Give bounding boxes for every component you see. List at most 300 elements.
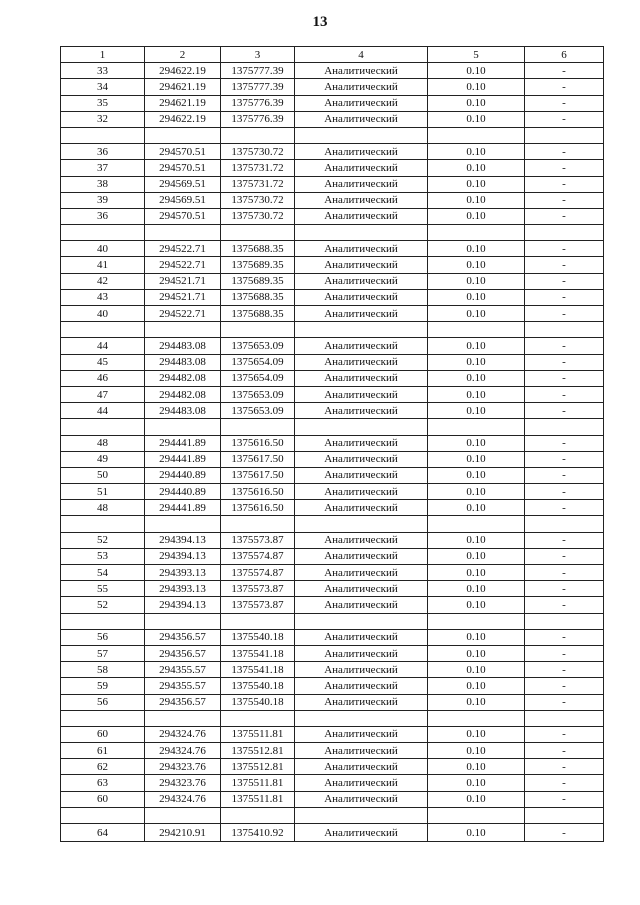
table-cell-col-5: 0.10 (428, 289, 525, 305)
table-cell-col-4: Аналитический (295, 726, 428, 742)
spacer-row (61, 613, 604, 629)
empty-cell (145, 419, 221, 435)
table-cell-col-1: 63 (61, 775, 145, 791)
table-cell-col-1: 45 (61, 354, 145, 370)
spacer-row (61, 710, 604, 726)
table-cell-col-3: 1375776.39 (221, 95, 295, 111)
table-cell-col-1: 61 (61, 743, 145, 759)
spacer-row (61, 419, 604, 435)
table-row (61, 759, 604, 775)
table-row (61, 645, 604, 661)
table-cell-col-2: 294356.57 (145, 629, 221, 645)
table-cell-col-3: 1375541.18 (221, 662, 295, 678)
table-row (61, 581, 604, 597)
table-cell-col-1: 60 (61, 791, 145, 807)
table-cell-col-1: 47 (61, 386, 145, 402)
table-cell-col-3: 1375574.87 (221, 548, 295, 564)
table-cell-col-5: 0.10 (428, 694, 525, 710)
table-cell-col-2: 294324.76 (145, 743, 221, 759)
empty-cell (428, 613, 525, 629)
table-cell-col-3: 1375616.50 (221, 500, 295, 516)
table-cell-col-1: 53 (61, 548, 145, 564)
table-cell-col-1: 52 (61, 597, 145, 613)
table-cell-col-1: 42 (61, 273, 145, 289)
table-cell-col-6: - (525, 273, 604, 289)
table-cell-col-3: 1375653.09 (221, 386, 295, 402)
table-row (61, 208, 604, 224)
table-cell-col-1: 37 (61, 160, 145, 176)
table-cell-col-6: - (525, 79, 604, 95)
table-row (61, 597, 604, 613)
header-row (61, 47, 604, 63)
table-cell-col-2: 294441.89 (145, 500, 221, 516)
table-cell-col-3: 1375511.81 (221, 775, 295, 791)
column-header-2: 2 (145, 47, 221, 63)
table-cell-col-6: - (525, 160, 604, 176)
table-cell-col-1: 39 (61, 192, 145, 208)
table-row (61, 370, 604, 386)
empty-cell (221, 419, 295, 435)
table-cell-col-2: 294522.71 (145, 257, 221, 273)
table-cell-col-5: 0.10 (428, 386, 525, 402)
table-cell-col-4: Аналитический (295, 338, 428, 354)
empty-cell (61, 710, 145, 726)
table-cell-col-4: Аналитический (295, 759, 428, 775)
table-cell-col-6: - (525, 678, 604, 694)
table-cell-col-4: Аналитический (295, 791, 428, 807)
table-cell-col-2: 294570.51 (145, 144, 221, 160)
table-cell-col-4: Аналитический (295, 548, 428, 564)
table-cell-col-3: 1375653.09 (221, 403, 295, 419)
table-cell-col-2: 294210.91 (145, 824, 221, 842)
table-cell-col-5: 0.10 (428, 192, 525, 208)
table-cell-col-3: 1375730.72 (221, 192, 295, 208)
table-cell-col-6: - (525, 581, 604, 597)
table-cell-col-3: 1375688.35 (221, 241, 295, 257)
empty-cell (428, 516, 525, 532)
table-cell-col-3: 1375540.18 (221, 694, 295, 710)
table-cell-col-6: - (525, 532, 604, 548)
table-cell-col-1: 32 (61, 111, 145, 127)
table-cell-col-1: 40 (61, 306, 145, 322)
table-cell-col-1: 36 (61, 144, 145, 160)
table-cell-col-6: - (525, 791, 604, 807)
table-cell-col-1: 44 (61, 338, 145, 354)
table-cell-col-4: Аналитический (295, 500, 428, 516)
table-row (61, 678, 604, 694)
table-row (61, 500, 604, 516)
table-cell-col-4: Аналитический (295, 289, 428, 305)
table-cell-col-4: Аналитический (295, 63, 428, 79)
table-cell-col-6: - (525, 370, 604, 386)
table-cell-col-1: 50 (61, 467, 145, 483)
empty-cell (295, 322, 428, 338)
empty-cell (61, 419, 145, 435)
table-cell-col-5: 0.10 (428, 775, 525, 791)
table-cell-col-3: 1375731.72 (221, 176, 295, 192)
table-cell-col-1: 58 (61, 662, 145, 678)
table-cell-col-1: 52 (61, 532, 145, 548)
table-cell-col-4: Аналитический (295, 743, 428, 759)
table-cell-col-5: 0.10 (428, 645, 525, 661)
spacer-row (61, 516, 604, 532)
table-cell-col-1: 46 (61, 370, 145, 386)
table-cell-col-6: - (525, 338, 604, 354)
empty-cell (525, 710, 604, 726)
table-cell-col-3: 1375730.72 (221, 144, 295, 160)
table-row (61, 176, 604, 192)
table-row (61, 565, 604, 581)
table-cell-col-4: Аналитический (295, 95, 428, 111)
table-cell-col-5: 0.10 (428, 241, 525, 257)
table-cell-col-6: - (525, 306, 604, 322)
empty-cell (145, 710, 221, 726)
table-cell-col-5: 0.10 (428, 160, 525, 176)
table-cell-col-4: Аналитический (295, 629, 428, 645)
table-cell-col-1: 41 (61, 257, 145, 273)
table-cell-col-3: 1375573.87 (221, 597, 295, 613)
table-cell-col-4: Аналитический (295, 581, 428, 597)
table-cell-col-4: Аналитический (295, 484, 428, 500)
empty-cell (295, 613, 428, 629)
table-cell-col-5: 0.10 (428, 824, 525, 842)
table-cell-col-1: 40 (61, 241, 145, 257)
table-cell-col-3: 1375574.87 (221, 565, 295, 581)
table-cell-col-4: Аналитический (295, 775, 428, 791)
empty-cell (221, 807, 295, 823)
table-cell-col-2: 294356.57 (145, 694, 221, 710)
table-cell-col-3: 1375689.35 (221, 257, 295, 273)
table-cell-col-3: 1375540.18 (221, 629, 295, 645)
spacer-row (61, 322, 604, 338)
table-row (61, 662, 604, 678)
table-cell-col-5: 0.10 (428, 95, 525, 111)
table-cell-col-3: 1375573.87 (221, 581, 295, 597)
page-number: 13 (312, 14, 328, 30)
table-cell-col-1: 48 (61, 500, 145, 516)
table-cell-col-5: 0.10 (428, 743, 525, 759)
table-cell-col-4: Аналитический (295, 111, 428, 127)
table-row (61, 743, 604, 759)
table-cell-col-3: 1375616.50 (221, 435, 295, 451)
empty-cell (61, 225, 145, 241)
spacer-row (61, 225, 604, 241)
table-cell-col-5: 0.10 (428, 273, 525, 289)
table-cell-col-3: 1375730.72 (221, 208, 295, 224)
table-cell-col-4: Аналитический (295, 678, 428, 694)
table-cell-col-2: 294522.71 (145, 306, 221, 322)
table-cell-col-3: 1375511.81 (221, 726, 295, 742)
table-cell-col-4: Аналитический (295, 451, 428, 467)
empty-cell (525, 807, 604, 823)
empty-cell (145, 613, 221, 629)
table-cell-col-6: - (525, 484, 604, 500)
table-cell-col-2: 294569.51 (145, 176, 221, 192)
empty-cell (525, 127, 604, 143)
empty-cell (145, 516, 221, 532)
column-header-5: 5 (428, 47, 525, 63)
table-cell-col-2: 294622.19 (145, 63, 221, 79)
table-cell-col-4: Аналитический (295, 306, 428, 322)
table-row (61, 111, 604, 127)
table-cell-col-5: 0.10 (428, 629, 525, 645)
table-row (61, 775, 604, 791)
table-row (61, 824, 604, 842)
table-cell-col-3: 1375512.81 (221, 759, 295, 775)
table-cell-col-3: 1375541.18 (221, 645, 295, 661)
empty-cell (221, 613, 295, 629)
table-cell-col-6: - (525, 257, 604, 273)
table-cell-col-5: 0.10 (428, 581, 525, 597)
table-cell-col-3: 1375540.18 (221, 678, 295, 694)
table-cell-col-6: - (525, 144, 604, 160)
table-cell-col-1: 38 (61, 176, 145, 192)
table-cell-col-5: 0.10 (428, 678, 525, 694)
table-cell-col-3: 1375777.39 (221, 79, 295, 95)
table-cell-col-6: - (525, 467, 604, 483)
table-cell-col-4: Аналитический (295, 824, 428, 842)
table-cell-col-6: - (525, 645, 604, 661)
empty-cell (525, 613, 604, 629)
table-cell-col-5: 0.10 (428, 306, 525, 322)
table-cell-col-3: 1375653.09 (221, 338, 295, 354)
table-cell-col-3: 1375688.35 (221, 289, 295, 305)
table-cell-col-2: 294521.71 (145, 273, 221, 289)
table-row (61, 726, 604, 742)
table-cell-col-5: 0.10 (428, 338, 525, 354)
table-cell-col-3: 1375654.09 (221, 354, 295, 370)
table-row (61, 192, 604, 208)
table-cell-col-5: 0.10 (428, 759, 525, 775)
empty-cell (428, 710, 525, 726)
table-cell-col-5: 0.10 (428, 662, 525, 678)
table-cell-col-5: 0.10 (428, 176, 525, 192)
table-cell-col-2: 294622.19 (145, 111, 221, 127)
table-cell-col-4: Аналитический (295, 565, 428, 581)
empty-cell (61, 322, 145, 338)
table-cell-col-3: 1375616.50 (221, 484, 295, 500)
table-cell-col-1: 43 (61, 289, 145, 305)
empty-cell (61, 127, 145, 143)
empty-cell (221, 322, 295, 338)
table-cell-col-2: 294483.08 (145, 338, 221, 354)
table-cell-col-3: 1375573.87 (221, 532, 295, 548)
table-cell-col-1: 56 (61, 694, 145, 710)
table-cell-col-2: 294570.51 (145, 160, 221, 176)
table-cell-col-1: 60 (61, 726, 145, 742)
table-header (61, 47, 604, 63)
table-cell-col-5: 0.10 (428, 208, 525, 224)
table-cell-col-1: 55 (61, 581, 145, 597)
table-cell-col-4: Аналитический (295, 370, 428, 386)
spacer-row (61, 807, 604, 823)
empty-cell (525, 225, 604, 241)
empty-cell (525, 322, 604, 338)
table-cell-col-6: - (525, 435, 604, 451)
table-row (61, 484, 604, 500)
table-cell-col-6: - (525, 629, 604, 645)
table-cell-col-6: - (525, 694, 604, 710)
empty-cell (295, 710, 428, 726)
table-row (61, 79, 604, 95)
table-row (61, 386, 604, 402)
table-row (61, 95, 604, 111)
table-cell-col-1: 64 (61, 824, 145, 842)
table-cell-col-1: 34 (61, 79, 145, 95)
table-cell-col-4: Аналитический (295, 273, 428, 289)
empty-cell (61, 516, 145, 532)
table-cell-col-6: - (525, 208, 604, 224)
table-row (61, 273, 604, 289)
table-cell-col-6: - (525, 63, 604, 79)
table-cell-col-4: Аналитический (295, 694, 428, 710)
table-row (61, 160, 604, 176)
table-cell-col-6: - (525, 565, 604, 581)
table-row (61, 306, 604, 322)
table-cell-col-2: 294483.08 (145, 354, 221, 370)
table-cell-col-6: - (525, 759, 604, 775)
table-cell-col-4: Аналитический (295, 257, 428, 273)
table-cell-col-3: 1375617.50 (221, 467, 295, 483)
column-header-4: 4 (295, 47, 428, 63)
empty-cell (145, 127, 221, 143)
empty-cell (525, 516, 604, 532)
table-cell-col-2: 294324.76 (145, 726, 221, 742)
table-cell-col-6: - (525, 403, 604, 419)
table-row (61, 289, 604, 305)
table-cell-col-5: 0.10 (428, 500, 525, 516)
table-cell-col-1: 49 (61, 451, 145, 467)
table-cell-col-2: 294394.13 (145, 548, 221, 564)
table-cell-col-6: - (525, 775, 604, 791)
table-cell-col-2: 294323.76 (145, 759, 221, 775)
table-cell-col-4: Аналитический (295, 597, 428, 613)
table-cell-col-2: 294621.19 (145, 79, 221, 95)
table-cell-col-2: 294521.71 (145, 289, 221, 305)
table-cell-col-3: 1375777.39 (221, 63, 295, 79)
table-cell-col-4: Аналитический (295, 532, 428, 548)
table-cell-col-3: 1375689.35 (221, 273, 295, 289)
table-cell-col-5: 0.10 (428, 403, 525, 419)
table-cell-col-6: - (525, 597, 604, 613)
empty-cell (61, 613, 145, 629)
table-cell-col-4: Аналитический (295, 435, 428, 451)
table-cell-col-5: 0.10 (428, 726, 525, 742)
table-cell-col-1: 35 (61, 95, 145, 111)
table-cell-col-5: 0.10 (428, 79, 525, 95)
table-cell-col-3: 1375776.39 (221, 111, 295, 127)
table-cell-col-2: 294482.08 (145, 370, 221, 386)
table-cell-col-6: - (525, 386, 604, 402)
table-row (61, 451, 604, 467)
table-cell-col-6: - (525, 726, 604, 742)
column-header-1: 1 (61, 47, 145, 63)
table-cell-col-6: - (525, 176, 604, 192)
table-row (61, 435, 604, 451)
empty-cell (428, 419, 525, 435)
table-cell-col-5: 0.10 (428, 111, 525, 127)
table-row (61, 241, 604, 257)
table-cell-col-3: 1375512.81 (221, 743, 295, 759)
table-cell-col-5: 0.10 (428, 791, 525, 807)
table-cell-col-6: - (525, 95, 604, 111)
table-cell-col-5: 0.10 (428, 548, 525, 564)
table-cell-col-2: 294569.51 (145, 192, 221, 208)
empty-cell (428, 807, 525, 823)
empty-cell (61, 807, 145, 823)
table-cell-col-5: 0.10 (428, 63, 525, 79)
table-cell-col-4: Аналитический (295, 192, 428, 208)
table-cell-col-2: 294522.71 (145, 241, 221, 257)
table-row (61, 548, 604, 564)
table-cell-col-4: Аналитический (295, 208, 428, 224)
empty-cell (295, 419, 428, 435)
table-cell-col-3: 1375410.92 (221, 824, 295, 842)
table-cell-col-6: - (525, 111, 604, 127)
table-cell-col-2: 294356.57 (145, 645, 221, 661)
table-cell-col-2: 294324.76 (145, 791, 221, 807)
empty-cell (145, 807, 221, 823)
table-cell-col-5: 0.10 (428, 354, 525, 370)
table-cell-col-6: - (525, 241, 604, 257)
empty-cell (221, 516, 295, 532)
table-cell-col-4: Аналитический (295, 645, 428, 661)
empty-cell (525, 419, 604, 435)
table-cell-col-3: 1375511.81 (221, 791, 295, 807)
table-cell-col-5: 0.10 (428, 370, 525, 386)
table-cell-col-1: 44 (61, 403, 145, 419)
table-cell-col-5: 0.10 (428, 467, 525, 483)
table-body (61, 63, 604, 842)
table-cell-col-4: Аналитический (295, 467, 428, 483)
table-cell-col-5: 0.10 (428, 451, 525, 467)
table-cell-col-4: Аналитический (295, 354, 428, 370)
table-cell-col-2: 294393.13 (145, 581, 221, 597)
table-cell-col-2: 294621.19 (145, 95, 221, 111)
table-row (61, 791, 604, 807)
empty-cell (428, 127, 525, 143)
table-cell-col-5: 0.10 (428, 435, 525, 451)
table-cell-col-2: 294441.89 (145, 435, 221, 451)
table-cell-col-6: - (525, 354, 604, 370)
table-cell-col-2: 294482.08 (145, 386, 221, 402)
table-cell-col-4: Аналитический (295, 160, 428, 176)
table-cell-col-4: Аналитический (295, 144, 428, 160)
empty-cell (221, 225, 295, 241)
table-cell-col-1: 51 (61, 484, 145, 500)
table-cell-col-1: 33 (61, 63, 145, 79)
table-cell-col-4: Аналитический (295, 241, 428, 257)
table-row (61, 144, 604, 160)
empty-cell (221, 710, 295, 726)
table-cell-col-4: Аналитический (295, 79, 428, 95)
table-cell-col-2: 294394.13 (145, 532, 221, 548)
table-cell-col-2: 294440.89 (145, 484, 221, 500)
table-cell-col-2: 294355.57 (145, 678, 221, 694)
table-row (61, 467, 604, 483)
coordinates-table (60, 46, 604, 842)
empty-cell (221, 127, 295, 143)
table-cell-col-2: 294394.13 (145, 597, 221, 613)
table-cell-col-6: - (525, 743, 604, 759)
empty-cell (145, 322, 221, 338)
table-cell-col-4: Аналитический (295, 403, 428, 419)
table-cell-col-1: 57 (61, 645, 145, 661)
table-row (61, 532, 604, 548)
empty-cell (145, 225, 221, 241)
column-header-3: 3 (221, 47, 295, 63)
table-cell-col-5: 0.10 (428, 257, 525, 273)
